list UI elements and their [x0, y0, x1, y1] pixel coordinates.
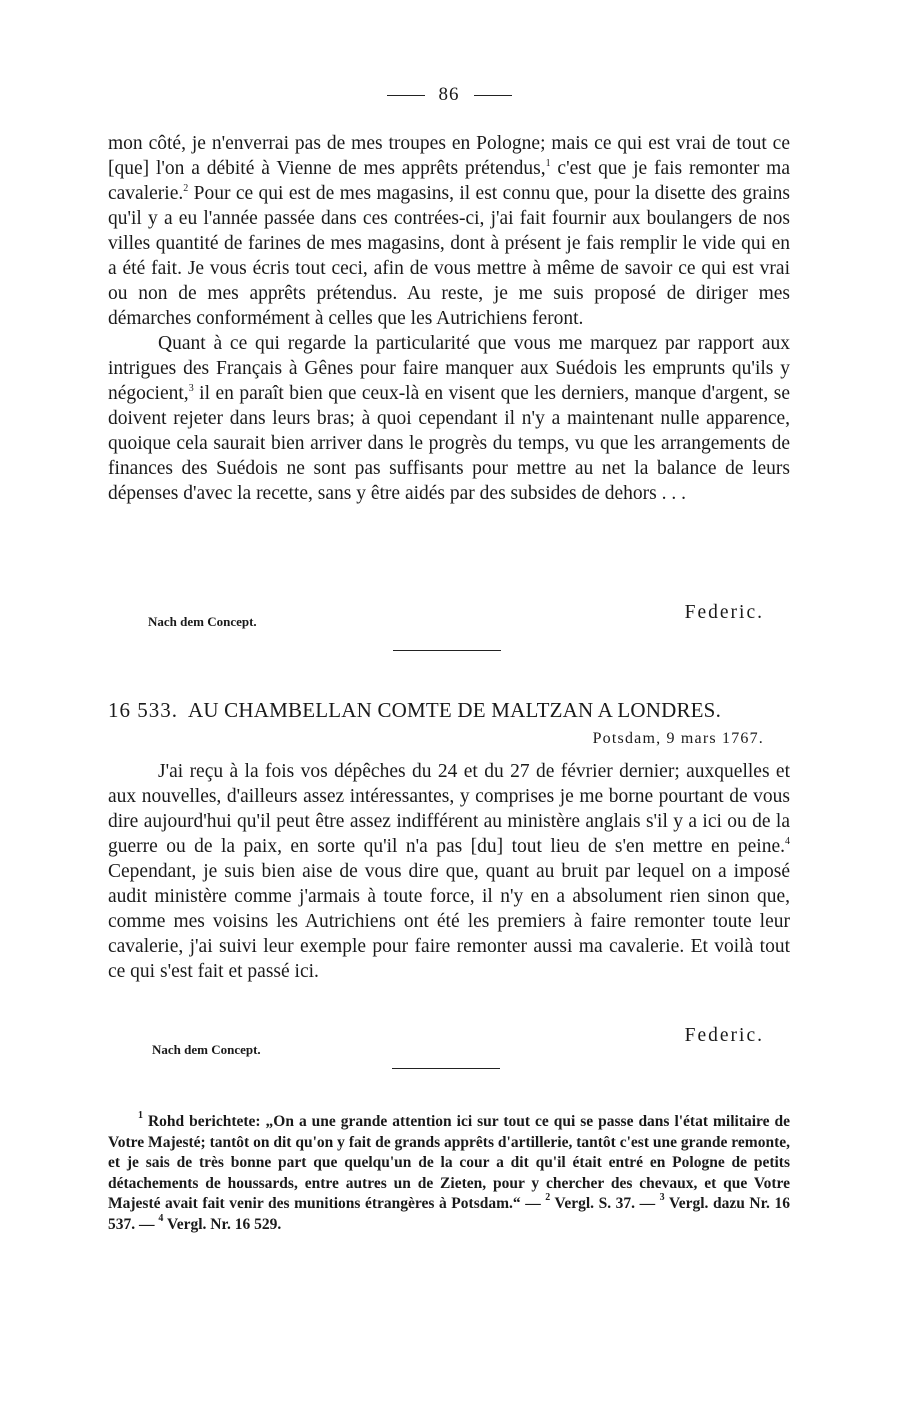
footnote-ref-3: 3	[188, 383, 194, 394]
footnote-block	[108, 1112, 790, 1236]
letter-1-source: Nach dem Concept.	[148, 614, 257, 629]
letter-1-body	[108, 131, 790, 506]
footnote-ref-4: 4	[785, 836, 790, 847]
letter-2-number: 16 533.	[108, 698, 178, 722]
footnote-2-marker: 2	[545, 1192, 551, 1204]
letter-1-paragraph-2: Quant à ce qui regarde la particularité que vous me marquez par rapport aux intrigues des Français à Gênes pour faire manquer aux Suédois les emprunts qu'ils y négocient,$^3$ il en paraît bien que ceux-là en visent que les derniers, manque d'argent, se doivent rejeter dans leurs bras; à quoi cependant il n'y a maintenant nulle apparence, quoique cela saurait bien arriver dans le progrès du temps, vu que les arrangements de finances des Suédois ne sont pas suffisants pour mettre au net la balance de leurs dépenses d'avec la recette, sans y être aidés par des subsides de dehors . . .	[108, 333, 790, 504]
footnote-4-text: Vergl. Nr. 16 529.	[163, 1215, 282, 1233]
letter-2-heading	[108, 698, 790, 723]
footnote-1-marker: 1	[138, 1110, 143, 1121]
letter-2-signature: Federic.	[684, 1025, 764, 1046]
footnote-3-text: Vergl. dazu Nr. 16 537. —	[108, 1195, 790, 1233]
letter-1-signature: Federic.	[684, 602, 764, 623]
footnote-3-marker: 3	[659, 1192, 665, 1204]
letter-2-place-date: Potsdam, 9 mars 1767.	[592, 730, 764, 747]
footnote-ref-2: 2	[183, 183, 189, 194]
page-number-dash-right	[474, 95, 512, 96]
footnotes	[108, 1112, 790, 1236]
footnote-2-text: Vergl. S. 37. —	[550, 1195, 660, 1213]
letter-2-title: AU CHAMBELLAN COMTE DE MALTZAN A LONDRES.	[188, 698, 722, 722]
footnote-1-text: Rohd berichtete: „On a une grande attention ici sur tout ce qui se passe dans l'état militaire de Votre Majesté; tantôt on dit qu'on y fait de grands apprêts d'artillerie, tantôt c'est une grande remonte, et je sais de très bonne part que quelqu'un de la cour a dit qu'il était entré en Pologne de petits détachements de houssards, entre autres un de Zieten, pour y chercher des chevaux, et que Votre Majesté avait fait venir des munitions étrangères à Potsdam.“ —	[108, 1113, 790, 1213]
letter-1-paragraph-1: mon côté, je n'enverrai pas de mes troupes en Pologne; mais ce qui est vrai de tout ce [que] l'on a débité à Vienne de mes apprêts prétendus,$^1$ c'est que je fais remonter ma cavalerie.$^2$ Pour ce qui est de mes magasins, il est connu que, pour la disette des grains qu'il y a eu l'année passée dans ces contrées-ci, j'ai fait fournir aux boulangers de nos villes quantité de farines de mes magasins, dont à présent je fais remplir le vide qui en a été fait. Je vous écris tout ceci, afin de vous mettre à même de savoir ce qui est vrai ou non de mes apprêts prétendus. Au reste, je me suis proposé de diriger mes démarches conformément à celles que les Autrichiens feront.	[108, 133, 790, 329]
section-divider-1	[393, 650, 501, 651]
page-number-text: 86	[438, 84, 460, 105]
letter-2-body	[108, 759, 790, 984]
letter-2-paragraph-1: J'ai reçu à la fois vos dépêches du 24 et du 27 de février dernier; auxquelles et aux nouvelles, d'ailleurs assez intéressantes, y comprises je me borne pourtant de vous dire aujourd'hui qu'il peut être assez indifférent au ministère anglais s'il y a ici ou de la guerre ou de la paix, en sorte qu'il n'a pas [du] tout lieu de s'en mettre en peine.$^4$ Cependant, je suis bien aise de vous dire que, quant au bruit par lequel on a imposé audit ministère comme j'armais à toute force, il n'y en a absolument rien sinon que, comme mes voisins les Autrichiens ont été les premiers à faire remonter toute leur cavalerie, j'ai suivi leur exemple pour faire remonter aussi ma cavalerie. Et voilà tout ce qui s'est fait et passé ici.	[108, 761, 790, 982]
section-divider-2	[392, 1068, 500, 1069]
page-number-dash-left	[387, 95, 425, 96]
letter-2-source: Nach dem Concept.	[152, 1042, 261, 1057]
page-number	[108, 84, 790, 106]
footnote-4-marker: 4	[158, 1212, 164, 1224]
footnote-ref-1: 1	[545, 158, 551, 169]
